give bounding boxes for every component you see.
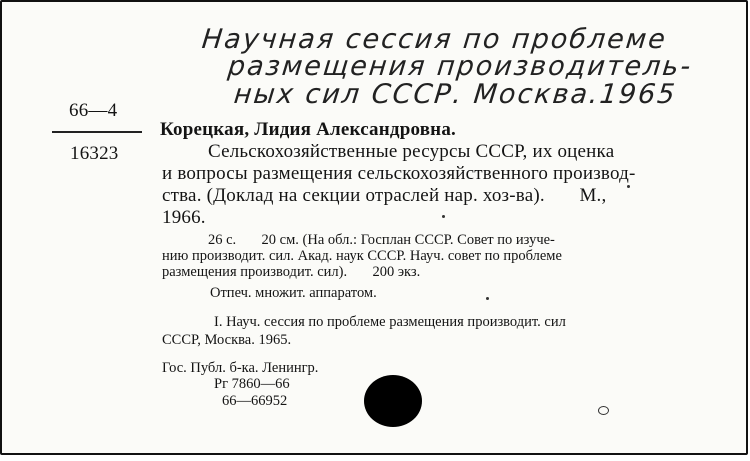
title-line-2: и вопросы размещения сельскохозяйственного производ- [162,163,636,184]
registration-number-2: 66—66952 [222,393,288,409]
title-line-3: ства. (Доклад на секции отраслей нар. хоз-ва). М., [162,185,607,206]
collation-line-4: Отпеч. множит. аппаратом. [210,285,377,301]
collation-line-3: размещения производит. сил). 200 экз. [162,264,421,280]
collation-line-1: 26 с. 20 см. (На обл.: Госплан СССР. Совет по изуче- [208,232,555,248]
collation-line-2: нию производит. сил. Акад. наук СССР. Науч. совет по проблеме [162,248,562,264]
library-name: Гос. Публ. б-ка. Ленингр. [162,360,319,376]
call-number-bottom: 16323 [70,143,119,164]
dust-mark [627,185,630,188]
author-heading: Корецкая, Лидия Александровна. [160,119,456,140]
title-line-4: 1966. [162,207,206,228]
dust-mark [442,215,445,218]
tracing-line-1: I. Науч. сессия по проблеме размещения производит. сил [214,314,566,330]
title-line-1: Сельскохозяйственные ресурсы СССР, их оценка [208,141,615,162]
handwritten-line-3: ных сил СССР. Москва.1965 [232,79,679,110]
speck-mark [598,406,609,415]
dust-mark [486,297,489,300]
call-number-divider [52,131,142,133]
handwritten-line-2: размещения производитель- [226,51,694,82]
tracing-line-2: СССР, Москва. 1965. [162,332,292,348]
call-number-top: 66—4 [69,100,118,121]
handwritten-line-1: Научная сессия по проблеме [200,24,669,55]
registration-number-1: Рг 7860—66 [214,376,290,392]
punch-hole [364,375,422,427]
